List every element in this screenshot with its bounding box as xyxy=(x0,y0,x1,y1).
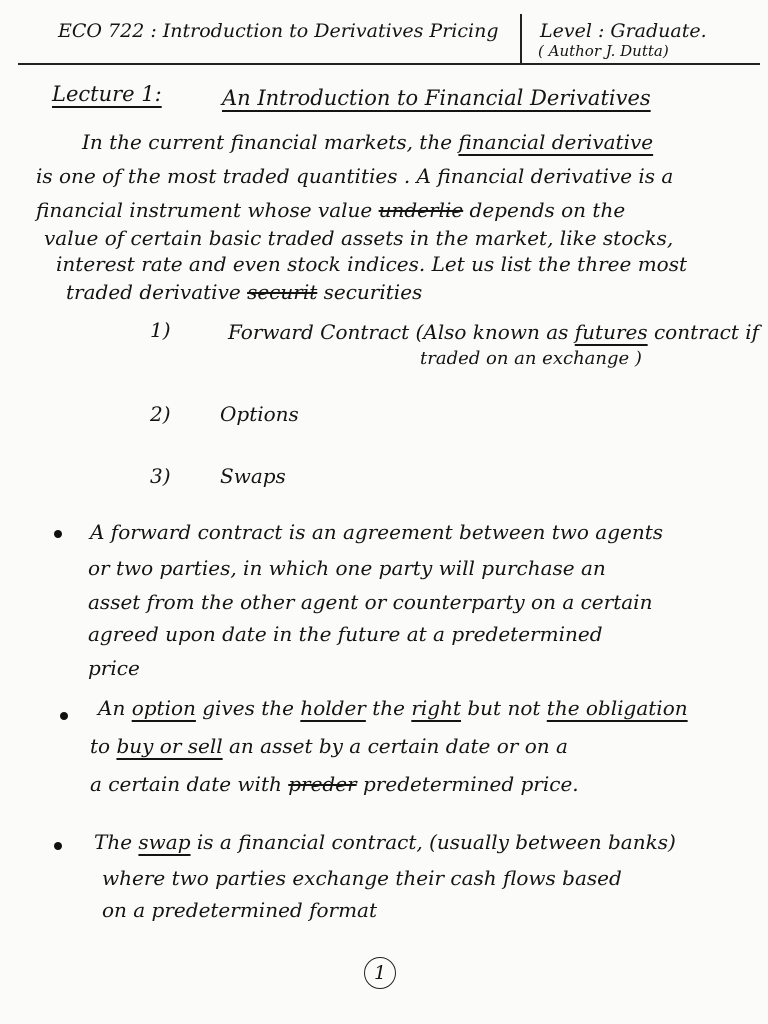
forward-line-1: A forward contract is an agreement between two agents xyxy=(90,520,664,544)
intro-line-6 xyxy=(66,280,422,304)
term-swap: swap xyxy=(138,830,191,854)
intro-line-3-start: financial instrument whose value xyxy=(36,198,379,222)
header-separator xyxy=(520,14,522,64)
list-item-forward-line-2: traded on an exchange ) xyxy=(420,348,642,369)
option-line-2 xyxy=(90,734,568,758)
bullet-dot xyxy=(54,530,62,538)
forward-line-2: or two parties, in which one party will purchase an xyxy=(88,556,606,580)
swap-line-1 xyxy=(94,830,676,854)
intro-line-2: is one of the most traded quantities . A financial derivative is a xyxy=(36,164,674,188)
intro-line-4: value of certain basic traded assets in the market, like stocks, xyxy=(44,226,674,250)
swap-line-3: on a predetermined format xyxy=(102,898,377,922)
term-holder: holder xyxy=(300,696,366,720)
swap-line-2: where two parties exchange their cash flows based xyxy=(102,866,622,890)
lecture-title: An Introduction to Financial Derivatives xyxy=(222,86,651,110)
option-word: a certain date with xyxy=(90,772,289,796)
page-number-text: 1 xyxy=(373,962,387,984)
term-option: option xyxy=(131,696,196,720)
term-right: right xyxy=(411,696,462,720)
course-title: ECO 722 : Introduction to Derivatives Pricing xyxy=(58,20,499,42)
list-item-swaps: Swaps xyxy=(220,464,286,488)
lecture-label: Lecture 1: xyxy=(52,82,162,106)
term-obligation: the obligation xyxy=(546,696,688,720)
option-word: an asset by a certain date or on a xyxy=(222,734,568,758)
list-item-forward-text: Forward Contract (Also known as xyxy=(228,320,575,344)
option-word: the xyxy=(365,696,412,720)
list-number-2: 2) xyxy=(150,402,171,426)
list-item-options: Options xyxy=(220,402,299,426)
option-word: but not xyxy=(461,696,547,720)
intro-line-3-end: depends on the xyxy=(463,198,626,222)
list-item-forward-after: contract if xyxy=(647,320,760,344)
swap-word: is a financial contract, (usually between banks) xyxy=(190,830,676,854)
intro-line-1-mid: financial markets, the xyxy=(230,130,459,154)
list-item-forward xyxy=(228,320,759,344)
header-rule xyxy=(18,63,760,65)
bullet-dot xyxy=(60,712,68,720)
intro-line-6-end: securities xyxy=(317,280,423,304)
option-word: gives the xyxy=(195,696,301,720)
swap-word: The xyxy=(94,830,139,854)
term-financial-derivative: financial derivative xyxy=(458,130,654,154)
author-label: ( Author J. Dutta) xyxy=(538,42,669,60)
intro-line-1-start: In the current xyxy=(82,130,231,154)
struck-word: underlie xyxy=(378,198,464,222)
forward-line-5: price xyxy=(88,656,140,680)
option-word: predetermined price. xyxy=(356,772,579,796)
term-futures: futures xyxy=(574,320,648,344)
bullet-dot xyxy=(54,842,62,850)
level-label: Level : Graduate. xyxy=(540,20,707,42)
intro-line-1 xyxy=(82,130,653,154)
intro-line-3 xyxy=(36,198,625,222)
forward-line-3: asset from the other agent or counterparty on a certain xyxy=(88,590,653,614)
intro-line-5: interest rate and even stock indices. Let us list the three most xyxy=(56,252,687,276)
list-number-3: 3) xyxy=(150,464,171,488)
option-line-3 xyxy=(90,772,579,796)
list-number-1: 1) xyxy=(150,318,171,342)
forward-line-4: agreed upon date in the future at a predetermined xyxy=(88,622,603,646)
page-number xyxy=(364,957,396,989)
struck-word: securit xyxy=(247,280,318,304)
option-word: to xyxy=(90,734,117,758)
option-line-1 xyxy=(98,696,688,720)
option-word: An xyxy=(98,696,132,720)
intro-line-6-start: traded derivative xyxy=(66,280,248,304)
struck-word: preder xyxy=(288,772,357,796)
term-buy-or-sell: buy or sell xyxy=(116,734,223,758)
